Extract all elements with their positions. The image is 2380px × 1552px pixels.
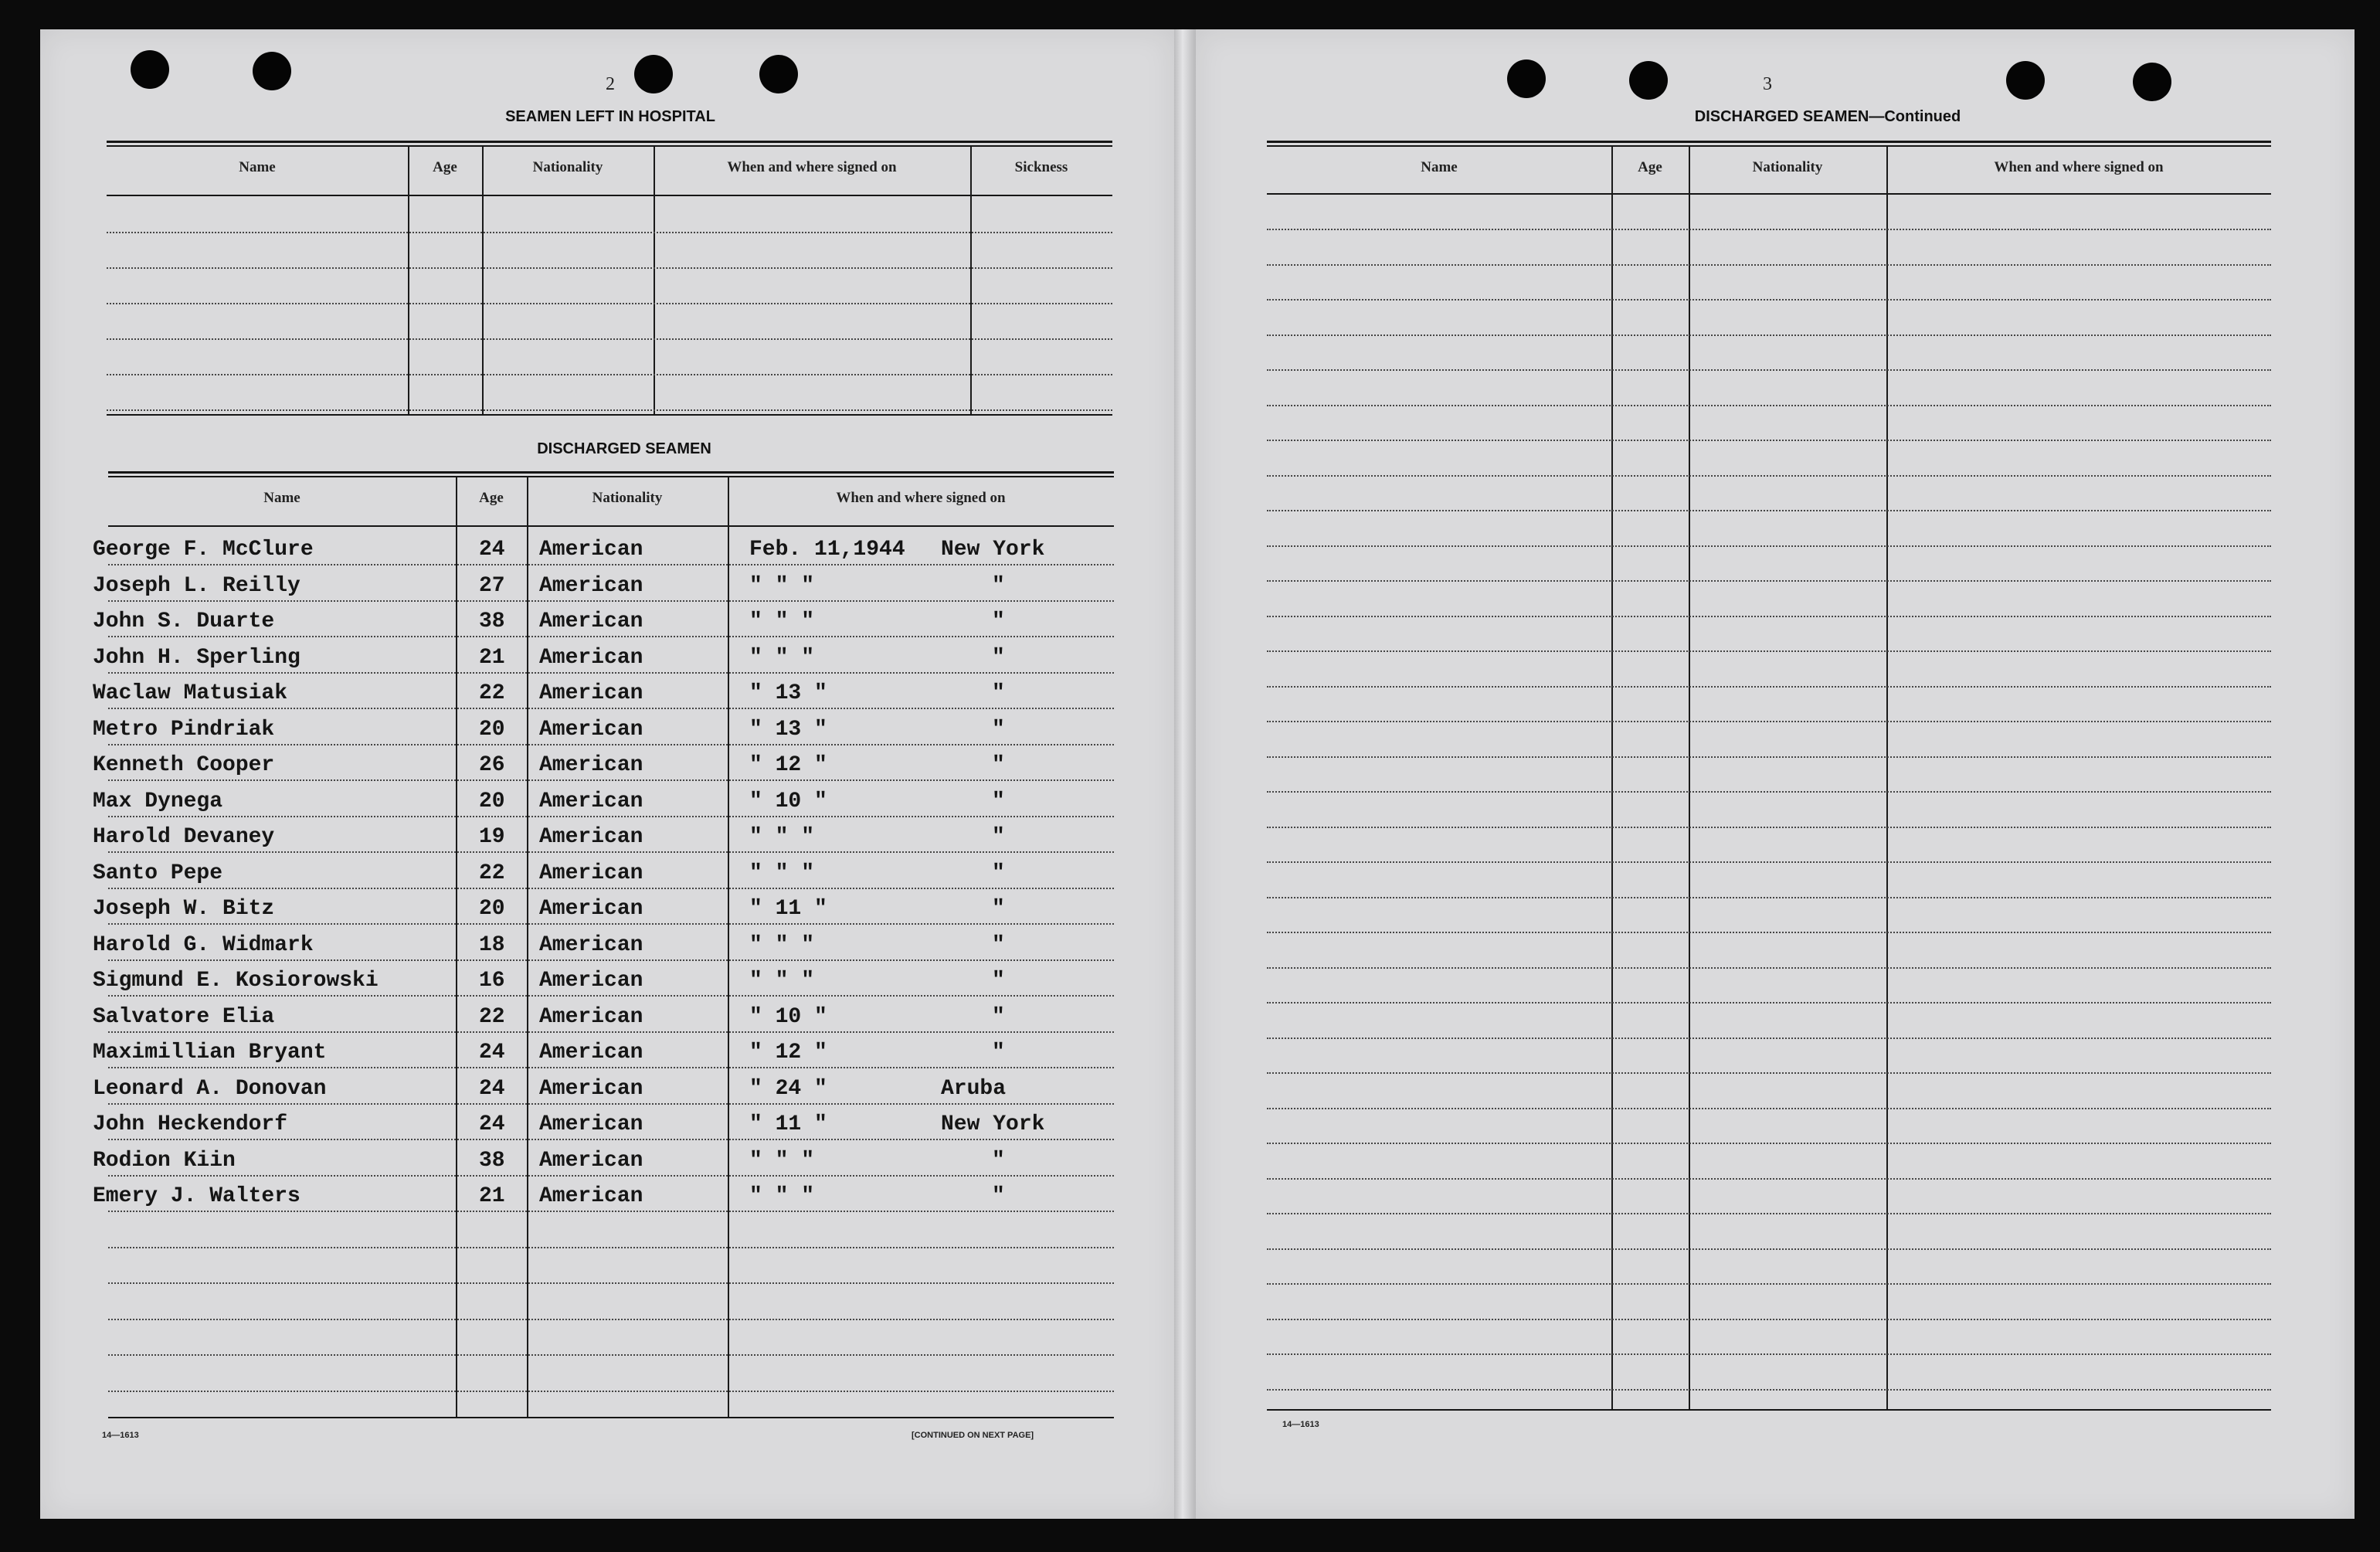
form-number: 14—1613 — [1282, 1420, 1319, 1429]
seaman-nationality: American — [539, 1112, 643, 1136]
seaman-name: John Heckendorf — [93, 1112, 288, 1136]
dotted-rule — [1267, 1283, 2271, 1285]
signed-on-date: " " " — [749, 825, 815, 849]
punch-hole-icon — [1507, 59, 1546, 98]
signed-on-place: " — [992, 1184, 1005, 1208]
dotted-rule — [1267, 299, 2271, 301]
discharged-col-header: Name — [263, 490, 300, 506]
dotted-rule — [1267, 686, 2271, 688]
dotted-rule — [108, 600, 1114, 602]
signed-on-date: " " " — [749, 1184, 815, 1208]
seaman-age: 20 — [479, 897, 505, 921]
seaman-nationality: American — [539, 1184, 643, 1208]
hospital-col-header: Sickness — [1014, 159, 1068, 175]
dotted-rule — [1267, 1353, 2271, 1355]
dotted-rule — [1267, 897, 2271, 898]
dotted-rule — [1267, 616, 2271, 617]
seaman-name: Salvatore Elia — [93, 1005, 275, 1029]
dotted-rule — [1267, 440, 2271, 441]
continued-col-header: When and where signed on — [1994, 159, 2164, 175]
seaman-nationality: American — [539, 753, 643, 777]
signed-on-date: " 11 " — [749, 1112, 827, 1136]
seaman-name: George F. McClure — [93, 538, 314, 562]
hospital-col-header: Age — [433, 159, 457, 175]
dotted-rule — [1267, 475, 2271, 477]
punch-hole-icon — [253, 52, 291, 90]
seaman-age: 21 — [479, 646, 505, 670]
signed-on-place: " — [992, 1041, 1005, 1065]
seaman-age: 22 — [479, 681, 505, 705]
dotted-rule — [107, 338, 1112, 340]
page-number: 2 — [606, 74, 615, 94]
signed-on-date: " 10 " — [749, 1005, 827, 1029]
seaman-age: 27 — [479, 574, 505, 598]
signed-on-place: " — [992, 610, 1005, 633]
seaman-nationality: American — [539, 1149, 643, 1173]
seaman-name: Maximillian Bryant — [93, 1041, 327, 1065]
punch-hole-icon — [634, 55, 673, 93]
rule — [108, 471, 1114, 474]
dotted-rule — [108, 1211, 1114, 1212]
hospital-col-header: Nationality — [532, 159, 603, 175]
seaman-nationality: American — [539, 1041, 643, 1065]
seaman-nationality: American — [539, 1005, 643, 1029]
discharged-col-header: Age — [479, 490, 504, 506]
seaman-age: 20 — [479, 718, 505, 742]
continued-note: [CONTINUED ON NEXT PAGE] — [912, 1431, 1034, 1440]
rule — [1267, 145, 2271, 147]
dotted-rule — [108, 744, 1114, 745]
dotted-rule — [108, 1103, 1114, 1105]
dotted-rule — [1267, 967, 2271, 969]
seaman-name: Harold Devaney — [93, 825, 275, 849]
seaman-nationality: American — [539, 790, 643, 813]
seaman-age: 21 — [479, 1184, 505, 1208]
rule — [1267, 141, 2271, 143]
hospital-col-header: Name — [239, 159, 276, 175]
dotted-rule — [107, 232, 1112, 233]
signed-on-date: " 13 " — [749, 681, 827, 705]
punch-hole-icon — [1629, 61, 1668, 100]
signed-on-place: " — [992, 718, 1005, 742]
seaman-name: Kenneth Cooper — [93, 753, 275, 777]
dotted-rule — [1267, 1178, 2271, 1180]
signed-on-place: " — [992, 646, 1005, 670]
hospital-section-title: SEAMEN LEFT IN HOSPITAL — [505, 108, 715, 125]
seaman-age: 24 — [479, 1077, 505, 1101]
seaman-nationality: American — [539, 681, 643, 705]
seaman-age: 24 — [479, 1041, 505, 1065]
dotted-rule — [108, 923, 1114, 925]
dotted-rule — [108, 1391, 1114, 1392]
seaman-age: 19 — [479, 825, 505, 849]
dotted-rule — [1267, 405, 2271, 406]
dotted-rule — [107, 374, 1112, 375]
seaman-age: 38 — [479, 1149, 505, 1173]
dotted-rule — [108, 995, 1114, 997]
seaman-age: 26 — [479, 753, 505, 777]
discharged-col-header: Nationality — [592, 490, 663, 506]
dotted-rule — [1267, 650, 2271, 652]
seaman-age: 38 — [479, 610, 505, 633]
dotted-rule — [108, 1175, 1114, 1177]
dotted-rule — [1267, 721, 2271, 722]
dotted-rule — [108, 1354, 1114, 1356]
continued-col-header: Name — [1421, 159, 1458, 175]
dotted-rule — [1267, 1389, 2271, 1391]
dotted-rule — [1267, 1072, 2271, 1074]
dotted-rule — [107, 303, 1112, 304]
dotted-rule — [108, 1139, 1114, 1140]
dotted-rule — [1267, 1213, 2271, 1214]
seaman-nationality: American — [539, 646, 643, 670]
dotted-rule — [108, 1282, 1114, 1284]
dotted-rule — [1267, 861, 2271, 863]
continued-section-title: DISCHARGED SEAMEN—Continued — [1694, 108, 1961, 125]
seaman-age: 18 — [479, 933, 505, 957]
dotted-rule — [107, 267, 1112, 269]
column-divider — [1689, 147, 1690, 1409]
dotted-rule — [108, 636, 1114, 637]
signed-on-place: " — [992, 1149, 1005, 1173]
punch-hole-icon — [759, 55, 798, 93]
seaman-age: 16 — [479, 969, 505, 993]
seaman-nationality: American — [539, 538, 643, 562]
signed-on-date: " 10 " — [749, 790, 827, 813]
book-spine — [1174, 29, 1196, 1519]
dotted-rule — [108, 816, 1114, 817]
seaman-nationality: American — [539, 969, 643, 993]
dotted-rule — [108, 959, 1114, 961]
signed-on-date: " 12 " — [749, 1041, 827, 1065]
rule — [107, 145, 1112, 147]
seaman-name: Waclaw Matusiak — [93, 681, 288, 705]
seaman-name: Sigmund E. Kosiorowski — [93, 969, 379, 993]
signed-on-date: " " " — [749, 969, 815, 993]
signed-on-place: " — [992, 933, 1005, 957]
signed-on-date: " 11 " — [749, 897, 827, 921]
seaman-name: Emery J. Walters — [93, 1184, 300, 1208]
signed-on-place: Aruba — [941, 1077, 1007, 1101]
dotted-rule — [108, 779, 1114, 781]
hospital-col-header: When and where signed on — [727, 159, 897, 175]
dotted-rule — [1267, 1002, 2271, 1004]
dotted-rule — [1267, 369, 2271, 371]
dotted-rule — [108, 851, 1114, 853]
rule — [108, 525, 1114, 527]
dotted-rule — [1267, 791, 2271, 793]
seaman-name: Harold G. Widmark — [93, 933, 314, 957]
seaman-name: John H. Sperling — [93, 646, 300, 670]
signed-on-place: New York — [941, 538, 1045, 562]
seaman-age: 24 — [479, 1112, 505, 1136]
seaman-nationality: American — [539, 574, 643, 598]
signed-on-place: " — [992, 969, 1005, 993]
column-divider — [527, 477, 528, 1417]
punch-hole-icon — [131, 50, 169, 89]
discharged-section-title: DISCHARGED SEAMEN — [537, 440, 711, 457]
signed-on-date: Feb. 11,1944 — [749, 538, 905, 562]
dotted-rule — [1267, 1037, 2271, 1039]
dotted-rule — [1267, 580, 2271, 582]
signed-on-place: " — [992, 897, 1005, 921]
column-divider — [456, 477, 457, 1417]
dotted-rule — [108, 672, 1114, 674]
signed-on-date: " 13 " — [749, 718, 827, 742]
dotted-rule — [107, 409, 1112, 411]
discharged-col-header: When and where signed on — [836, 490, 1006, 506]
punch-hole-icon — [2133, 63, 2171, 101]
signed-on-date: " " " — [749, 933, 815, 957]
signed-on-date: " " " — [749, 574, 815, 598]
seaman-nationality: American — [539, 825, 643, 849]
seaman-nationality: American — [539, 933, 643, 957]
dotted-rule — [108, 1247, 1114, 1248]
seaman-nationality: American — [539, 1077, 643, 1101]
rule — [107, 195, 1112, 196]
rule — [108, 476, 1114, 477]
dotted-rule — [1267, 756, 2271, 758]
dotted-rule — [1267, 932, 2271, 933]
continued-col-header: Age — [1638, 159, 1662, 175]
seaman-name: Leonard A. Donovan — [93, 1077, 327, 1101]
seaman-age: 22 — [479, 1005, 505, 1029]
signed-on-place: " — [992, 753, 1005, 777]
seaman-nationality: American — [539, 610, 643, 633]
seaman-age: 24 — [479, 538, 505, 562]
continued-col-header: Nationality — [1752, 159, 1823, 175]
signed-on-date: " 24 " — [749, 1077, 827, 1101]
dotted-rule — [1267, 510, 2271, 511]
form-number: 14—1613 — [102, 1431, 139, 1440]
dotted-rule — [1267, 545, 2271, 547]
dotted-rule — [108, 708, 1114, 709]
dotted-rule — [1267, 1108, 2271, 1109]
dotted-rule — [1267, 1143, 2271, 1144]
rule — [108, 1417, 1114, 1418]
punch-hole-icon — [2006, 61, 2045, 100]
seaman-name: Joseph W. Bitz — [93, 897, 275, 921]
signed-on-place: " — [992, 574, 1005, 598]
signed-on-date: " " " — [749, 610, 815, 633]
seaman-name: Metro Pindriak — [93, 718, 275, 742]
column-divider — [1886, 147, 1888, 1409]
signed-on-place: " — [992, 861, 1005, 885]
seaman-age: 20 — [479, 790, 505, 813]
seaman-name: Max Dynega — [93, 790, 223, 813]
dotted-rule — [1267, 1248, 2271, 1250]
signed-on-date: " " " — [749, 1149, 815, 1173]
dotted-rule — [108, 564, 1114, 565]
right-page — [1196, 29, 2355, 1519]
rule — [1267, 1409, 2271, 1411]
seaman-nationality: American — [539, 897, 643, 921]
rule — [107, 414, 1112, 416]
seaman-age: 22 — [479, 861, 505, 885]
signed-on-place: " — [992, 1005, 1005, 1029]
signed-on-place: " — [992, 790, 1005, 813]
signed-on-place: " — [992, 681, 1005, 705]
dotted-rule — [1267, 264, 2271, 266]
signed-on-place: New York — [941, 1112, 1045, 1136]
dotted-rule — [108, 1031, 1114, 1033]
seaman-name: Rodion Kiin — [93, 1149, 236, 1173]
signed-on-date: " " " — [749, 861, 815, 885]
dotted-rule — [1267, 335, 2271, 336]
dotted-rule — [1267, 229, 2271, 230]
dotted-rule — [1267, 1319, 2271, 1320]
signed-on-date: " " " — [749, 646, 815, 670]
rule — [1267, 193, 2271, 195]
seaman-nationality: American — [539, 861, 643, 885]
column-divider — [1611, 147, 1613, 1409]
column-divider — [728, 477, 729, 1417]
seaman-name: Joseph L. Reilly — [93, 574, 300, 598]
seaman-name: John S. Duarte — [93, 610, 275, 633]
signed-on-date: " 12 " — [749, 753, 827, 777]
dotted-rule — [108, 1319, 1114, 1320]
dotted-rule — [108, 1067, 1114, 1068]
seaman-name: Santo Pepe — [93, 861, 223, 885]
seaman-nationality: American — [539, 718, 643, 742]
rule — [107, 141, 1112, 143]
page-number: 3 — [1763, 74, 1772, 94]
dotted-rule — [1267, 827, 2271, 828]
signed-on-place: " — [992, 825, 1005, 849]
dotted-rule — [108, 888, 1114, 889]
